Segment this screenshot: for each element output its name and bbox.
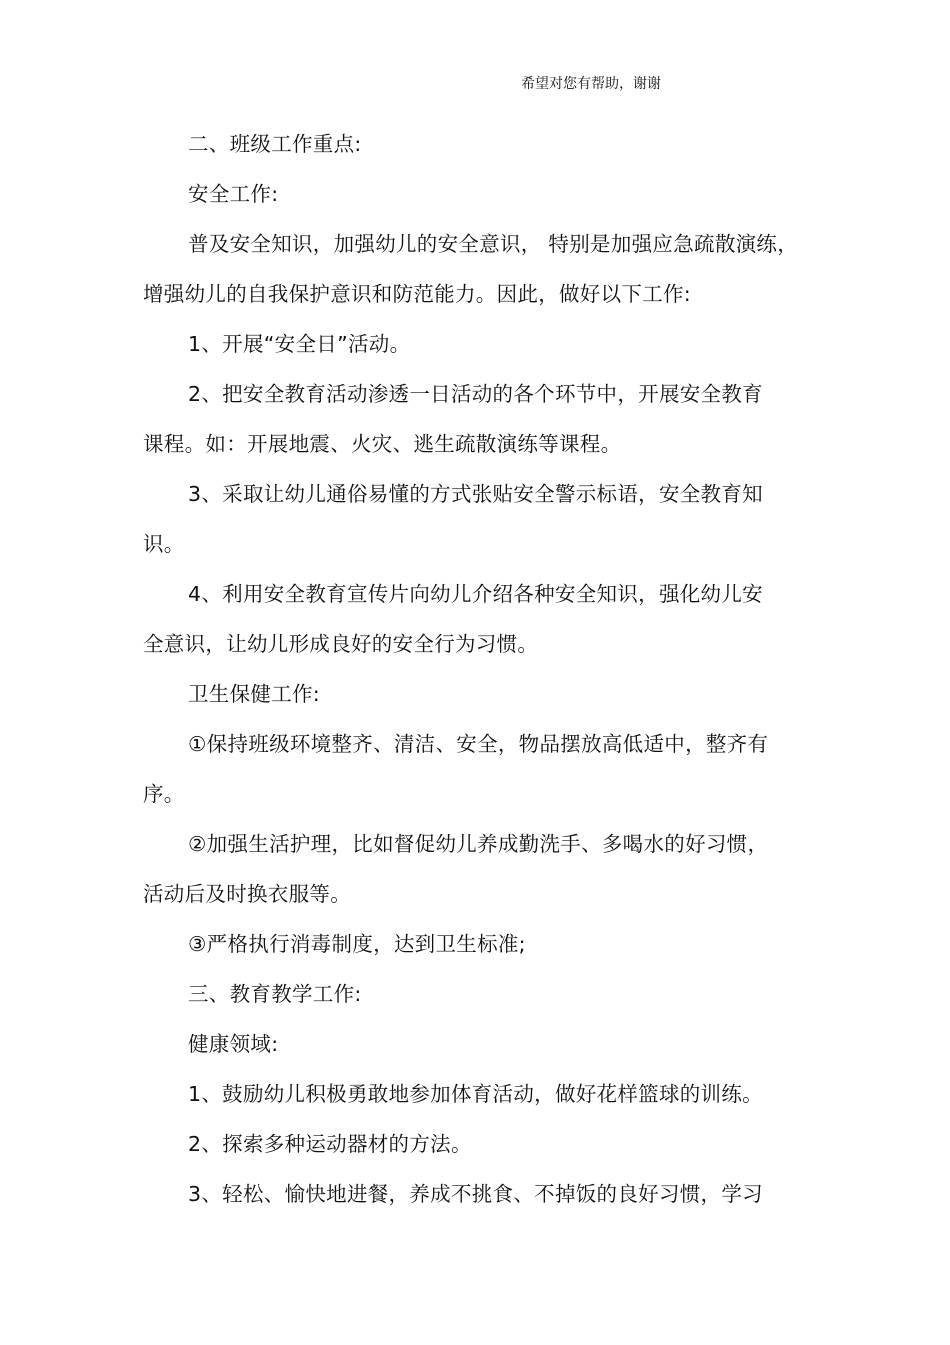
section-heading-teaching: 三、教育教学工作: (188, 982, 362, 1006)
paragraph-line: 普及安全知识，加强幼儿的安全意识， 特别是加强应急疏散演练， (188, 232, 799, 256)
paragraph-line: 增强幼儿的自我保护意识和防范能力。因此，做好以下工作: (143, 282, 692, 306)
subheading-safety-work: 安全工作: (188, 182, 279, 206)
list-item-line: 活动后及时换衣服等。 (143, 882, 351, 906)
list-item-line: 课程。如：开展地震、火灾、逃生疏散演练等课程。 (143, 432, 622, 456)
list-item-line: 1、鼓励幼儿积极勇敢地参加体育活动，做好花样篮球的训练。 (188, 1082, 763, 1106)
list-item-line: 3、采取让幼儿通俗易懂的方式张贴安全警示标语，安全教育知 (188, 482, 763, 506)
list-item-line: ③严格执行消毒制度，达到卫生标准; (188, 932, 526, 956)
list-item-line: 4、利用安全教育宣传片向幼儿介绍各种安全知识，强化幼儿安 (188, 582, 763, 606)
list-item-line: 2、把安全教育活动渗透一日活动的各个环节中，开展安全教育 (188, 382, 763, 406)
list-item-line: 1、开展“安全日”活动。 (188, 332, 411, 356)
list-item-line: 3、轻松、愉快地进餐，养成不挑食、不掉饭的良好习惯，学习 (188, 1182, 763, 1206)
list-item-line: 识。 (143, 532, 185, 556)
list-item-line: ②加强生活护理，比如督促幼儿养成勤洗手、多喝水的好习惯， (188, 832, 769, 856)
list-item-line: 2、探索多种运动器材的方法。 (188, 1132, 472, 1156)
section-heading-class-focus: 二、班级工作重点: (188, 132, 362, 156)
subheading-health-domain: 健康领域: (188, 1032, 279, 1056)
header-note: 希望对您有帮助，谢谢 (521, 76, 661, 92)
list-item-line: 全意识，让幼儿形成良好的安全行为习惯。 (143, 632, 539, 656)
list-item-line: 序。 (143, 782, 185, 806)
subheading-health-work: 卫生保健工作: (188, 682, 321, 706)
list-item-line: ①保持班级环境整齐、清洁、安全，物品摆放高低适中，整齐有 (188, 732, 769, 756)
